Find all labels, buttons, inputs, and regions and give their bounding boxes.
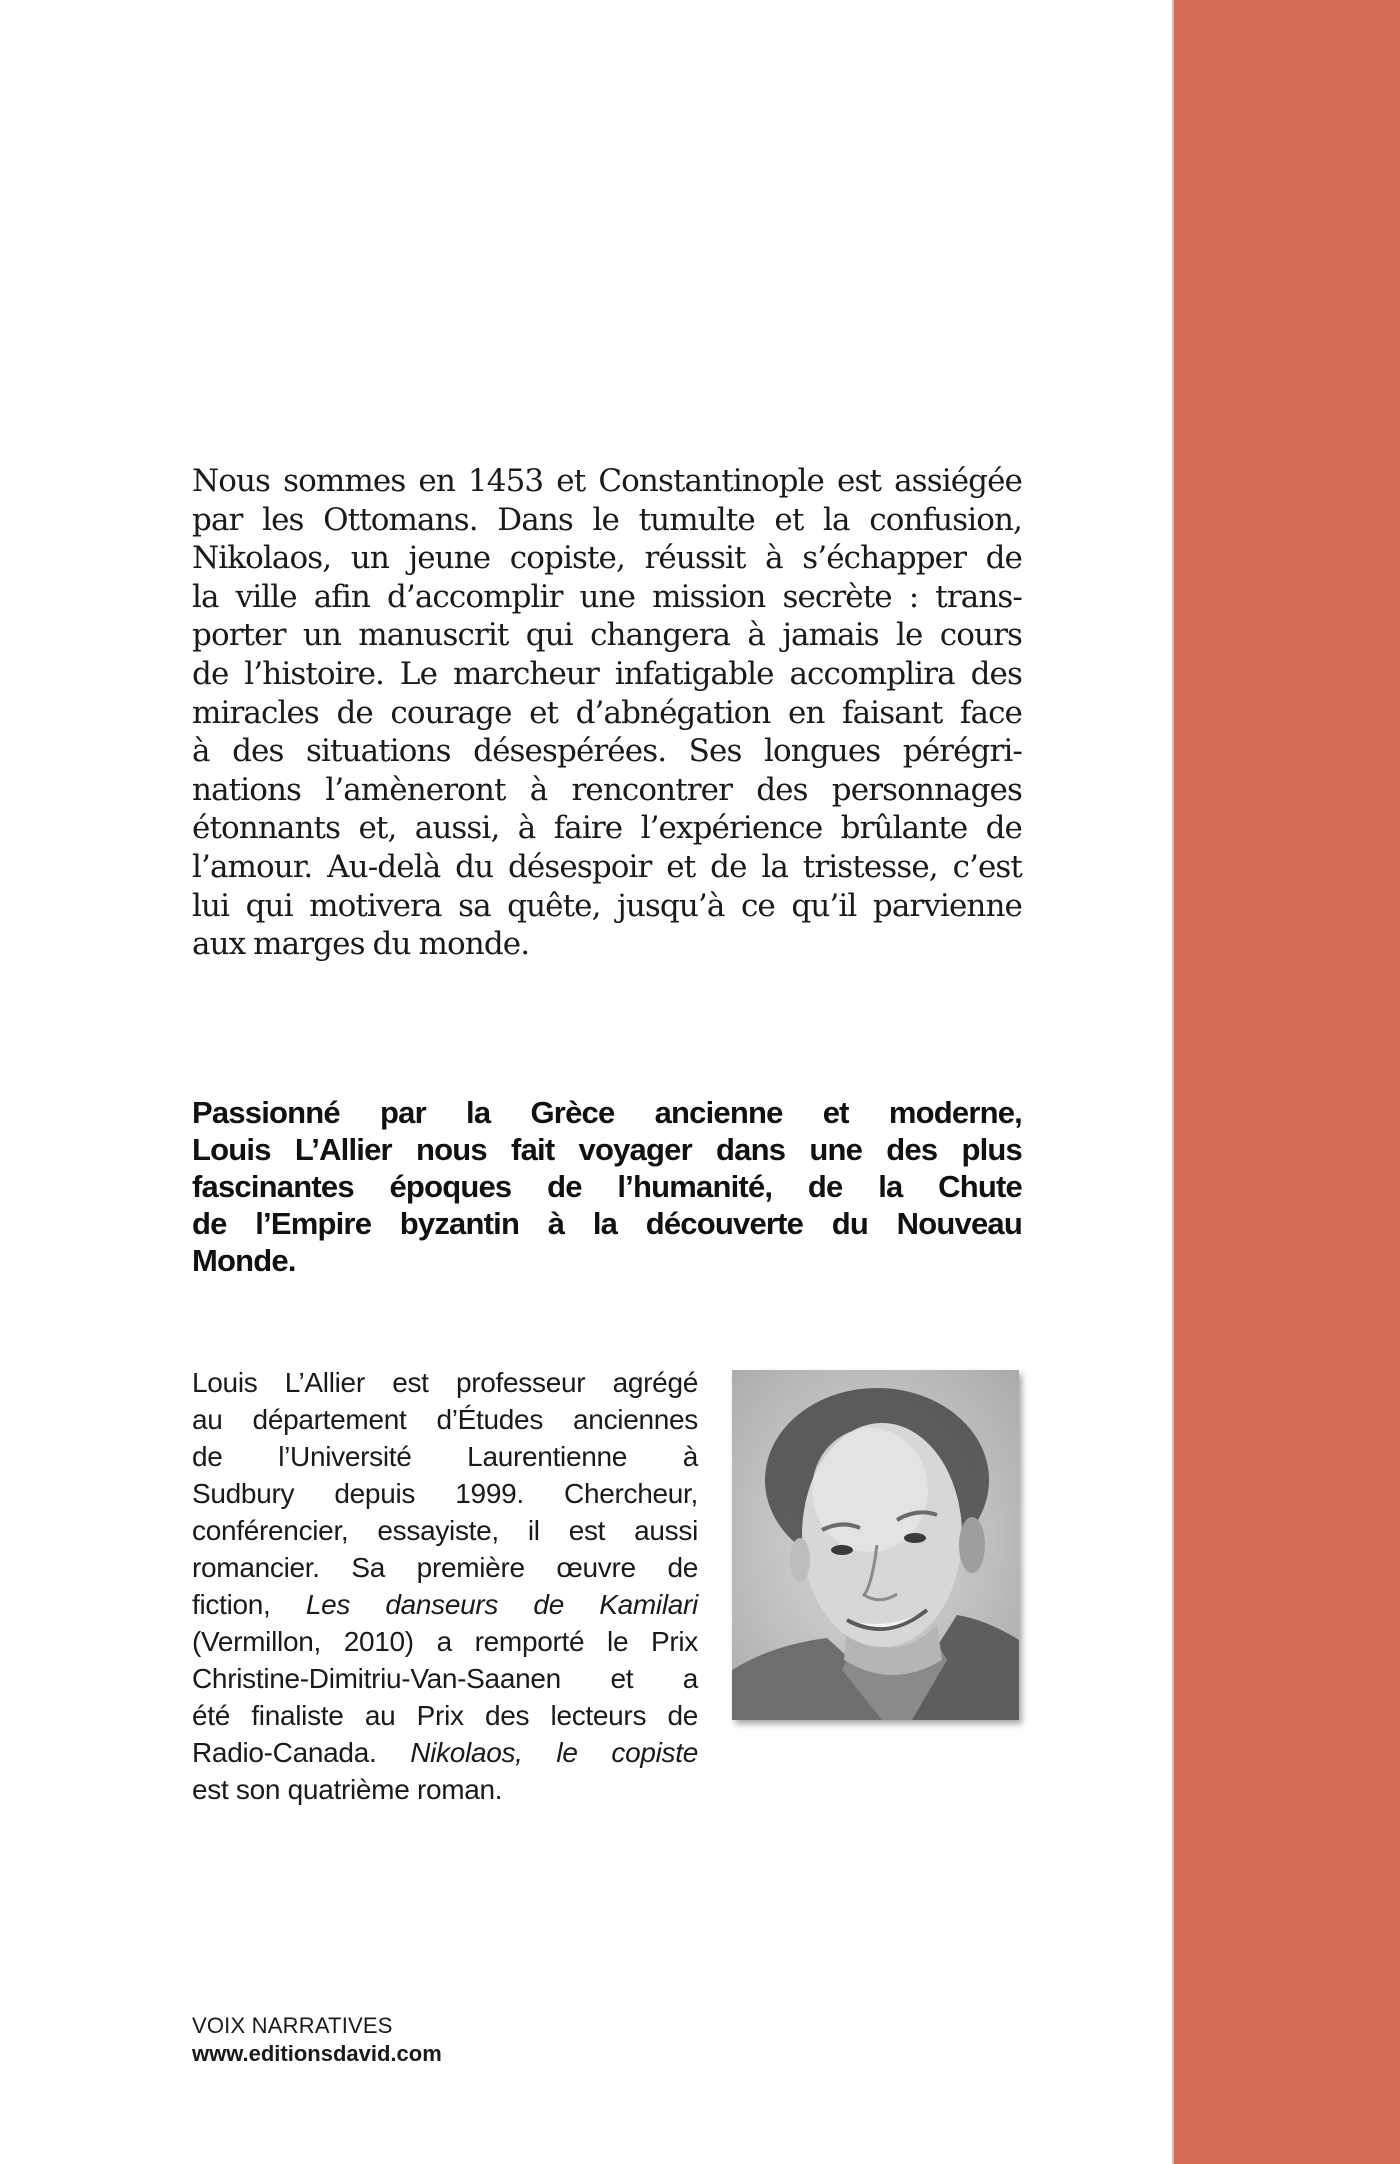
synopsis-line: étonnants et, aussi, à faire l’expérience brûlante de xyxy=(192,810,1022,847)
footer xyxy=(192,2012,442,2068)
pitch-line: Monde. xyxy=(192,1243,296,1278)
synopsis-line: par les Ottomans. Dans le tumulte et la confusion, xyxy=(192,501,1022,538)
collection-name: VOIX NARRATIVES xyxy=(192,2013,393,2038)
synopsis-line: porter un manuscrit qui changera à jamais le cours xyxy=(192,617,1022,654)
bio-line: Christine-Dimitriu-Van-Saanen et a xyxy=(192,1663,698,1694)
book-title-kamilari: Les danseurs de Kamilari xyxy=(305,1589,698,1620)
bio-line: Louis L’Allier est professeur agrégé xyxy=(192,1367,698,1398)
bio-text: fiction, xyxy=(192,1589,306,1620)
bio-line: est son quatrième roman. xyxy=(192,1774,503,1805)
bio-line: Sudbury depuis 1999. Chercheur, xyxy=(192,1478,698,1509)
synopsis-line: nations l’amèneront à rencontrer des personnages xyxy=(192,771,1022,808)
bio-line: romancier. Sa première œuvre de xyxy=(192,1552,698,1583)
synopsis-line: l’amour. Au-delà du désespoir et de la tristesse, c’est xyxy=(192,848,1022,885)
pitch-line: Louis L’Allier nous fait voyager dans une des plus xyxy=(192,1132,1022,1167)
author-photo xyxy=(732,1370,1019,1720)
book-title-nikolaos: Nikolaos, le copiste xyxy=(410,1737,698,1768)
synopsis-line: Nikolaos, un jeune copiste, réussit à s’échapper de xyxy=(192,540,1022,577)
bio-line: (Vermillon, 2010) a remporté le Prix xyxy=(192,1626,698,1657)
bio-line xyxy=(192,1586,698,1623)
bio-line: conférencier, essayiste, il est aussi xyxy=(192,1515,698,1546)
pitch-line: de l’Empire byzantin à la découverte du Nouveau xyxy=(192,1206,1022,1241)
pitch-line: fascinantes époques de l’humanité, de la Chute xyxy=(192,1169,1022,1204)
synopsis-line: lui qui motivera sa quête, jusqu’à ce qu’il parvienne xyxy=(192,887,1022,924)
publisher-url[interactable]: www.editionsdavid.com xyxy=(192,2041,442,2066)
author-bio xyxy=(192,1364,698,1808)
synopsis-line: aux marges du monde. xyxy=(192,926,530,963)
bio-line: au département d’Études anciennes xyxy=(192,1404,698,1435)
pitch-line: Passionné par la Grèce ancienne et moderne, xyxy=(192,1095,1022,1130)
portrait-illustration xyxy=(732,1370,1019,1720)
color-band xyxy=(1172,0,1400,2164)
synopsis-paragraph xyxy=(192,462,1022,964)
author-pitch-paragraph xyxy=(192,1094,1022,1279)
bio-line: de l’Université Laurentienne à xyxy=(192,1441,698,1472)
bio-line xyxy=(192,1734,698,1771)
bio-line: été finaliste au Prix des lecteurs de xyxy=(192,1700,698,1731)
synopsis-line: miracles de courage et d’abnégation en faisant face xyxy=(192,694,1022,731)
synopsis-line: à des situations désespérées. Ses longues pérégri- xyxy=(192,733,1022,770)
synopsis-line: Nous sommes en 1453 et Constantinople est assiégée xyxy=(192,463,1022,499)
bio-text: Radio-Canada. xyxy=(192,1737,411,1768)
synopsis-line: la ville afin d’accomplir une mission secrète : trans- xyxy=(192,578,1022,615)
synopsis-line: de l’histoire. Le marcheur infatigable accomplira des xyxy=(192,655,1022,692)
